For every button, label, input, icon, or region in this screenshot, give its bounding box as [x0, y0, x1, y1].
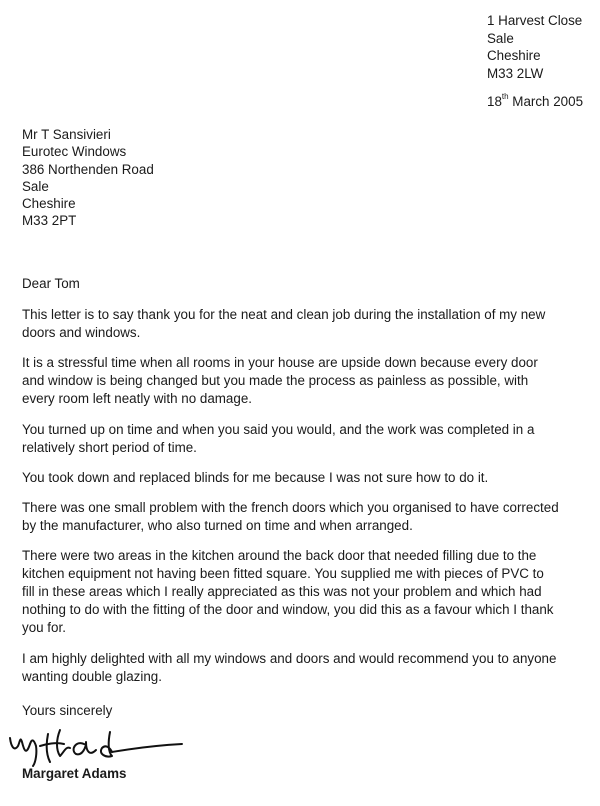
recipient-line: Sale [22, 178, 49, 194]
letter-date [487, 94, 583, 109]
paragraph-line: fill in these areas which I really appreciated as this was not your problem and which had [22, 584, 542, 599]
sender-address-line: M33 2LW [487, 65, 544, 81]
paragraph-line: This letter is to say thank you for the neat and clean job during the installation of my new [22, 307, 546, 322]
paragraph-line: you for. [22, 620, 66, 635]
body-paragraph [22, 469, 582, 487]
body-paragraph [22, 547, 582, 637]
paragraph-line: relatively short period of time. [22, 440, 197, 455]
paragraph-line: It is a stressful time when all rooms in your house are upside down because every door [22, 355, 538, 370]
paragraph-line: wanting double glazing. [22, 669, 162, 684]
sender-address-line: Cheshire [487, 48, 541, 63]
recipient-line: Eurotec Windows [22, 144, 127, 160]
signer-name: Margaret Adams [22, 766, 127, 781]
recipient-line: M33 2PT [22, 213, 77, 229]
paragraph-line: by the manufacturer, who also turned on time and when arranged. [22, 518, 413, 533]
paragraph-line: There was one small problem with the french doors which you organised to have corrected [22, 500, 559, 515]
paragraph-line: every room left neatly with no damage. [22, 391, 252, 406]
date-suffix: th [501, 92, 509, 101]
date-month-year: March 2005 [508, 94, 584, 109]
body-paragraph [22, 306, 582, 342]
sender-address-line: 1 Harvest Close [487, 13, 583, 28]
recipient-line: 386 Northenden Road [22, 161, 154, 177]
sender-address-line: Sale [487, 30, 514, 46]
paragraph-line: I am highly delighted with all my windows and doors and would recommend you to anyone [22, 651, 557, 666]
handwritten-signature [6, 722, 186, 768]
paragraph-line: nothing to do with the fitting of the door and window, you did this as a favour which I thank [22, 602, 554, 617]
recipient-address [22, 126, 154, 230]
paragraph-line: You took down and replaced blinds for me because I was not sure how to do it. [22, 470, 489, 485]
paragraph-line: You turned up on time and when you said you would, and the work was completed in a [22, 422, 535, 437]
paragraph-line: and window is being changed but you made the process as painless as possible, with [22, 373, 529, 388]
paragraph-line: kitchen equipment not having been fitted square. You supplied me with pieces of PVC to [22, 566, 544, 581]
paragraph-line: There were two areas in the kitchen around the back door that needed filling due to the [22, 548, 537, 563]
closing: Yours sincerely [22, 703, 113, 718]
paragraph-line: doors and windows. [22, 325, 141, 340]
body-paragraph [22, 499, 582, 535]
sender-address [487, 12, 582, 82]
recipient-line: Mr T Sansivieri [22, 127, 111, 142]
body-paragraph [22, 421, 582, 457]
recipient-line: Cheshire [22, 196, 76, 212]
body-paragraph [22, 650, 582, 686]
date-day: 18 [487, 94, 502, 109]
body-paragraph [22, 354, 582, 408]
salutation: Dear Tom [22, 276, 80, 291]
